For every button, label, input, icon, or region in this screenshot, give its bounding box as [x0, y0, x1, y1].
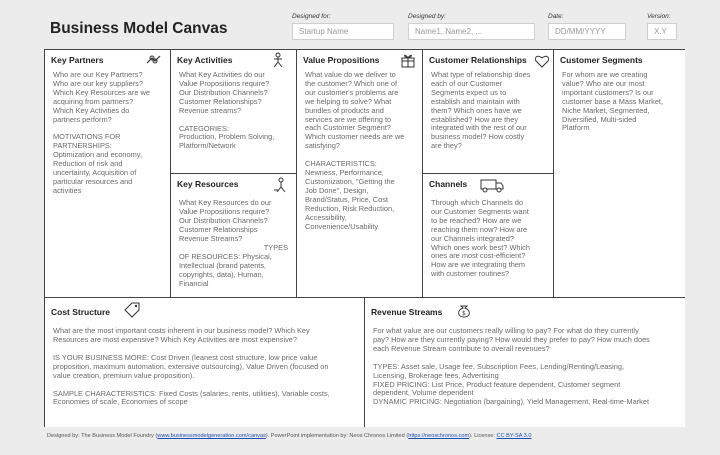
text-line: OF RESOURCES: Physical, [179, 252, 272, 261]
text-line: Optimization and economy, [53, 150, 143, 160]
text-line: Platform [562, 123, 590, 133]
worker-icon [269, 52, 287, 68]
text-line: PARTNERSHIPS: [53, 141, 112, 151]
text-line: Economies of scale, Economies of scope [53, 397, 188, 407]
customer-relationships-title: Customer Relationships [429, 55, 527, 65]
key-partners-block[interactable] [45, 50, 171, 298]
channels-text [431, 199, 549, 279]
text-line: acquiring from partners? [53, 96, 134, 106]
text-line: Accessibility, [305, 212, 347, 222]
text-line: Resources are most expensive? Which Key Activities are most expensive? [53, 334, 297, 344]
text-line: CATEGORIES: [179, 123, 229, 133]
text-line: value creation, premium value proposition). [53, 370, 195, 380]
text-line: Customer Relationships? [179, 96, 262, 106]
text-line: proposition, maximum automation, extensive outsourcing), Value Driven (focused on [53, 361, 329, 371]
value-propositions-title: Value Propositions [303, 55, 380, 65]
text-line: Customization, "Getting the [305, 176, 395, 186]
designed-for-label: Designed for: [292, 13, 331, 20]
text-line: What type of relationship does [431, 70, 531, 79]
value-propositions-text [305, 71, 418, 231]
license-link[interactable]: CC BY-SA 3.0 [496, 433, 532, 439]
designed-by-label: Designed by: [408, 13, 446, 20]
text-line: What Key Activities do our [179, 70, 265, 79]
revenue-streams-block[interactable] [365, 298, 685, 427]
text-line: Intellectual (brand patents, [179, 260, 267, 270]
text-line: our Customer Segments want [431, 206, 529, 216]
text-line: Reduction of risk and [53, 159, 123, 169]
text-line: What are the most important costs inherent in our business model? Which Key [53, 326, 310, 335]
text-line: Reduction, Risk Reduction, [305, 203, 395, 213]
text-line: Platform/Network [179, 141, 236, 151]
text-line: Customer Relationships [179, 224, 258, 234]
text-line: to be reached? How are we [431, 215, 522, 225]
business-model-canvas [44, 49, 685, 427]
page-title: Business Model Canvas [50, 20, 228, 37]
text-line: Which ones work best? Which [431, 242, 530, 252]
text-line: Revenue streams? [179, 105, 242, 115]
text-line: business model? How costly [431, 132, 525, 142]
delivery-truck-icon [479, 177, 505, 193]
text-line: Which customer needs are we [305, 132, 405, 142]
text-line: partners perform? [53, 114, 112, 124]
text-line: important customers? Is our [562, 87, 654, 97]
text-line: What Key Resources do our [179, 198, 272, 207]
resource-types-label: TYPES [263, 243, 288, 252]
key-activities-text [179, 71, 292, 151]
text-line: What value do we deliver to [305, 70, 396, 79]
link-icon [145, 52, 163, 68]
text-line: MOTIVATIONS FOR [53, 132, 121, 142]
footer-credits [47, 433, 531, 439]
text-line: Production, Problem Solving, [179, 132, 275, 142]
text-line: DYNAMIC PRICING: Negotiation (bargaining), Yield Management, Real-time-Market [373, 397, 650, 407]
customer-segments-text [562, 71, 681, 133]
key-resources-types-text [179, 253, 292, 289]
text-line: them? Which ones have we [431, 105, 522, 115]
version-field[interactable]: X.Y [647, 23, 677, 40]
price-tag-icon [123, 302, 141, 318]
text-line: Which Key Activities do [53, 105, 130, 115]
text-line: activities [53, 185, 82, 195]
business-model-foundry-link[interactable]: www.businessmodelgeneration.com/canvas [157, 433, 266, 439]
neos-chronos-link[interactable]: https://neoschronos.com [408, 433, 470, 439]
text-line: bundles of products and [305, 105, 384, 115]
text-line: value? Who are our most [562, 78, 645, 88]
text-line: Niche Market, Segmented, [562, 105, 650, 115]
heart-icon [533, 53, 551, 69]
text-line: services are we offering to [305, 114, 392, 124]
text-line: our customer's problems are [305, 87, 399, 97]
text-line: Our Distribution Channels? [179, 215, 268, 225]
svg-text:$: $ [462, 310, 466, 317]
text-line: Through which Channels do [431, 198, 524, 207]
key-resources-text [179, 199, 292, 244]
revenue-streams-title: Revenue Streams [371, 307, 443, 317]
text-line: Value Propositions require? [179, 206, 270, 216]
text-line: each Customer Segment? [305, 123, 391, 133]
date-field[interactable]: DD/MM/YYYY [548, 23, 626, 40]
text-line: Who are our Key Partners? [53, 70, 143, 79]
text-line: Brand/Status, Price, Cost [305, 194, 388, 204]
text-line: uncertainty, Acquisition of [53, 168, 137, 178]
text-line: Job Done", Design, [305, 185, 369, 195]
text-line: TYPES: Asset sale, Usage fee, Subscription Fees, Lending/Renting/Leasing, [373, 361, 625, 371]
text-line: each Revenue Stream contribute to overall revenues? [373, 343, 550, 353]
customer-relationships-block[interactable] [423, 50, 554, 174]
channels-block[interactable] [423, 174, 554, 298]
text-line: ones are most cost-efficient? [431, 251, 526, 261]
version-label: Version: [647, 13, 671, 20]
text-line: satisfying? [305, 141, 340, 151]
text-line: Value Propositions require? [179, 78, 270, 88]
text-line: reaching them now? How are [431, 224, 528, 234]
money-bag-icon [455, 302, 473, 318]
text-line: establish and maintain with [431, 96, 520, 106]
text-line: each of our Customer [431, 78, 503, 88]
text-line: dependent, Volume dependent [373, 388, 474, 398]
cost-structure-block[interactable] [45, 298, 365, 427]
cost-structure-title: Cost Structure [51, 307, 111, 317]
key-activities-title: Key Activities [177, 55, 233, 65]
text-line: we helping to solve? What [305, 96, 392, 106]
text-line: Financial [179, 278, 209, 288]
date-label: Date: [548, 13, 564, 20]
channels-title: Channels [429, 179, 468, 189]
text-line: particular resources and [53, 176, 133, 186]
text-line: with customer routines? [431, 269, 510, 279]
text-line: Segments expect us to [431, 87, 507, 97]
key-resources-title: Key Resources [177, 179, 239, 189]
text-line: How are we integrating them [431, 260, 526, 270]
customer-segments-title: Customer Segments [560, 55, 643, 65]
customer-segments-block[interactable] [554, 50, 685, 298]
key-partners-title: Key Partners [51, 55, 104, 65]
key-partners-text [53, 71, 166, 196]
text-line: Licensing, Brokerage fees, Advertising [373, 370, 499, 380]
text-line: IS YOUR BUSINESS MORE: Cost Driven (leanest cost structure, low price value [53, 352, 318, 362]
text-line: Our Distribution Channels? [179, 87, 268, 97]
footer-prefix: Designed by: The Business Model Foundry ( [47, 433, 158, 439]
gift-icon [399, 52, 417, 68]
footer-middle: ). PowerPoint implementation by: Neos Chronos Limited ( [265, 433, 409, 439]
text-line: CHARACTERISTICS: [305, 159, 377, 169]
text-line: copyrights, data), Human, [179, 269, 264, 279]
designed-by-field[interactable]: Name1, Name2, ... [408, 23, 535, 40]
customer-relationships-text [431, 71, 549, 151]
text-line: pay? How are they currently paying? How would they prefer to pay? How much does [373, 334, 650, 344]
key-resources-block[interactable] [171, 174, 297, 298]
designed-for-field[interactable]: Startup Name [292, 23, 394, 40]
text-line: Revenue Streams? [179, 233, 243, 243]
text-line: SAMPLE CHARACTERISTICS: Fixed Costs (salaries, rents, utilities), Variable costs, [53, 388, 330, 398]
text-line: Convenience/Usability [305, 221, 379, 231]
text-line: For whom are we creating [562, 70, 648, 79]
text-line: Newness, Performance, [305, 168, 384, 178]
text-line: Diversified, Multi-sided [562, 114, 637, 124]
cost-structure-text [53, 327, 360, 407]
key-activities-block[interactable] [171, 50, 297, 174]
text-line: customer base a Mass Market, [562, 96, 664, 106]
text-line: FIXED PRICING: List Price, Product feature dependent, Customer segment [373, 379, 621, 389]
text-line: For what value are our customers really willing to pay? For what do they currently [373, 326, 639, 335]
footer-suffix: ). License: [469, 433, 497, 439]
revenue-streams-text [373, 327, 681, 407]
text-line: Which Key Resources are we [53, 87, 150, 97]
value-propositions-block[interactable] [297, 50, 423, 298]
text-line: the customer? Which one of [305, 78, 398, 88]
text-line: Who are our key suppliers? [53, 78, 143, 88]
text-line: our Channels integrated? [431, 233, 514, 243]
factory-worker-icon [271, 177, 289, 193]
text-line: are they? [431, 141, 462, 151]
text-line: established? How are they [431, 114, 519, 124]
text-line: integrated with the rest of our [431, 123, 527, 133]
